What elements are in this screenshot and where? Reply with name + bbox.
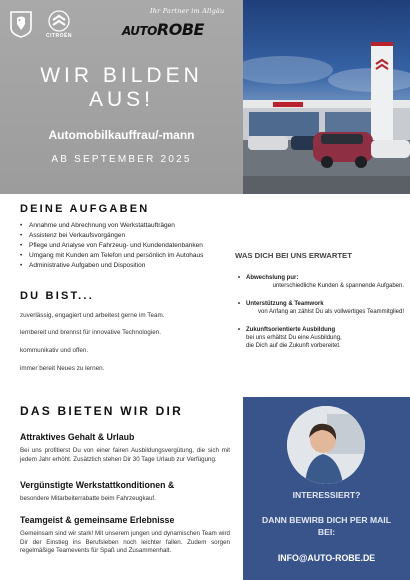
brand-logos <box>8 10 74 40</box>
offer-item-text: Gemeinsam sind wir stark! Mit unserem jungen und dynamischen Team wird Dir der Einstieg ins Berufsleben noch leichter fallen. Zudem sorgen regelmäßige Teamevents für Spaß und Zusammenhalt. <box>20 530 230 555</box>
expectation-text: die Dich auf die Zukunft vorbereitet. <box>246 343 341 349</box>
offer-item-text: Bei uns profitierst Du von einer fairen Ausbildungsvergütung, die sich mit jedem Jahr erhöht. Zusätzlich stehen Dir 30 Tage Urlaub zur Verfügung. <box>20 447 230 463</box>
expectation-text: unterschiedliche Kunden & spannende Aufgaben. <box>272 283 404 289</box>
offer-item-heading: Attraktives Gehalt & Urlaub <box>20 432 135 442</box>
expectation-item <box>238 300 404 316</box>
tasks-list <box>20 221 235 271</box>
email-link[interactable]: INFO@AUTO-ROBE.DE <box>277 553 376 563</box>
start-date: AB SEPTEMBER 2025 <box>51 154 192 165</box>
list-item: • Umgang mit Kunden am Telefon und persönlich im Autohaus <box>20 251 235 261</box>
peugeot-logo <box>8 10 34 38</box>
profile-item: lernbereit und brennst für innovative Technologien. <box>20 329 161 336</box>
expectation-head: • Zukunftsorientierte Ausbildung <box>238 326 404 334</box>
expectation-item <box>238 274 404 290</box>
citroen-wordmark: CITROËN <box>46 33 72 39</box>
profile-item: immer bereit Neues zu lernen. <box>20 365 105 372</box>
offer-item-heading: Vergünstigte Werkstattkonditionen & <box>20 480 175 490</box>
list-item: • Assistenz bei Verkaufsvorgängen <box>20 231 235 241</box>
citroen-logo <box>44 10 74 44</box>
list-item: • Administrative Aufgaben und Disposition <box>20 261 235 271</box>
expectation-item <box>238 326 404 350</box>
dealership-photo <box>243 0 410 194</box>
tasks-heading: DEINE AUFGABEN <box>20 203 150 215</box>
expectations-heading: WAS DICH BEI UNS ERWARTET <box>235 251 352 260</box>
dealer-slogan: Ihr Partner im Allgäu <box>150 7 225 15</box>
offer-heading: DAS BIETEN WIR DIR <box>20 404 183 418</box>
expectation-head: • Unterstützung & Teamwork <box>238 300 404 308</box>
list-item: • Annahme und Abrechnung von Werkstattaufträgen <box>20 221 235 231</box>
profile-item: zuverlässig, engagiert und arbeitest gerne im Team. <box>20 312 165 319</box>
dealer-logo: AUTOROBE <box>122 20 204 39</box>
citroen-chevron-icon <box>48 10 70 32</box>
list-item: • Pflege und Analyse von Fahrzeug- und Kundendatenbanken <box>20 241 235 251</box>
expectation-text: von Anfang an zählst Du als vollwertiges Teammitglied! <box>258 309 404 315</box>
job-title: Automobilkauffrau/-mann <box>48 128 195 142</box>
offer-item-heading: Teamgeist & gemeinsame Erlebnisse <box>20 515 175 525</box>
hero-headline: WIR BILDEN AUS! <box>40 64 203 111</box>
avatar <box>287 406 365 484</box>
profile-heading: DU BIST... <box>20 290 94 302</box>
offer-item-text: besondere Mitarbeiterrabatte beim Fahrzeugkauf. <box>20 495 156 502</box>
profile-item: kommunikativ und offen. <box>20 347 89 354</box>
apply-cta: DANN BEWIRB DICH PER MAIL BEI: <box>262 515 391 537</box>
expectation-head: • Abwechslung pur: <box>238 274 404 282</box>
expectation-text: bei uns erhältst Du eine Ausbildung, <box>246 335 342 341</box>
interest-question: INTERESSIERT? <box>292 490 361 500</box>
